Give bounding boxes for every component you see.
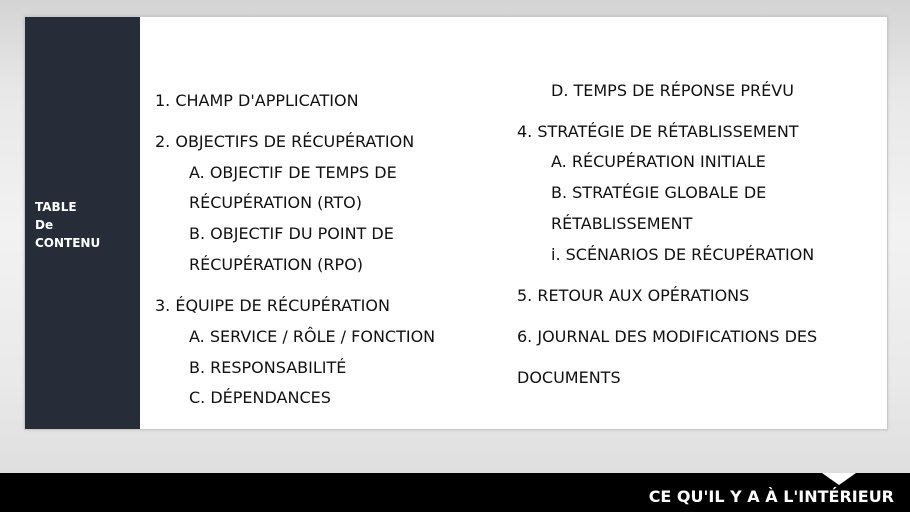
- toc-subitem: A. RÉCUPÉRATION INITIALE: [551, 152, 766, 171]
- sidebar-title-line: De: [35, 218, 54, 232]
- footer-notch: [822, 473, 856, 485]
- toc-item: 5. RETOUR AUX OPÉRATIONS: [517, 286, 750, 305]
- toc-item: 3. ÉQUIPE DE RÉCUPÉRATION: [155, 296, 390, 315]
- sidebar: [25, 17, 140, 429]
- toc-item: 1. CHAMP D'APPLICATION: [155, 91, 359, 110]
- footer-label: CE QU'IL Y A À L'INTÉRIEUR: [648, 487, 894, 506]
- toc-subitem: C. DÉPENDANCES: [189, 388, 331, 407]
- toc-item: 2. OBJECTIFS DE RÉCUPÉRATION: [155, 132, 415, 151]
- toc-subitem: RÉCUPÉRATION (RTO): [189, 193, 362, 212]
- toc-subitem: RÉCUPÉRATION (RPO): [189, 255, 364, 274]
- toc-subitem: B. OBJECTIF DU POINT DE: [189, 224, 394, 243]
- content-panel: [24, 16, 888, 430]
- toc-item: 4. STRATÉGIE DE RÉTABLISSEMENT: [517, 122, 799, 141]
- toc-subitem: A. SERVICE / RÔLE / FONCTION: [189, 327, 436, 346]
- toc-subitem: B. RESPONSABILITÉ: [189, 358, 347, 377]
- sidebar-title-line: CONTENU: [35, 236, 101, 250]
- toc-subitem: D. TEMPS DE RÉPONSE PRÉVU: [551, 81, 794, 100]
- toc-item: DOCUMENTS: [517, 368, 621, 387]
- sidebar-title: [35, 198, 135, 252]
- toc-subitem: A. OBJECTIF DE TEMPS DE: [189, 163, 397, 182]
- toc-subitem: i. SCÉNARIOS DE RÉCUPÉRATION: [551, 245, 815, 264]
- toc-item: 6. JOURNAL DES MODIFICATIONS DES: [517, 327, 818, 346]
- toc-subitem: B. STRATÉGIE GLOBALE DE: [551, 183, 767, 202]
- toc-subitem: RÉTABLISSEMENT: [551, 214, 693, 233]
- sidebar-title-line: TABLE: [35, 200, 77, 214]
